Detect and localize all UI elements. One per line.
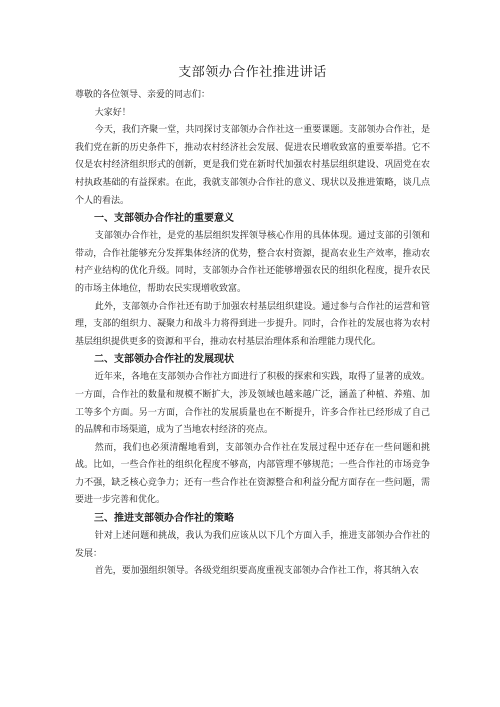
salutation: 尊敬的各位领导、亲爱的同志们：	[75, 90, 211, 100]
strategy-paragraph-1: 针对上述问题和挑战，我认为我们应该从以下几个方面入手，推进支部领办合作社的发展：	[75, 531, 430, 559]
section-heading-status: 二、支部领办合作社的发展现状	[94, 354, 234, 366]
greeting: 大家好！	[94, 107, 131, 118]
strategy-paragraph-2: 首先，要加强组织领导。各级党组织要高度重视支部领办合作社工作，将其纳入农	[94, 566, 419, 577]
section-heading-strategy: 三、推进支部领办合作社的策略	[94, 513, 234, 525]
significance-paragraph-2: 此外，支部领办合作社还有助于加强农村基层组织建设。通过参与合作社的运营和管理，支部的组织力、凝聚力和战斗力将得到进一步提升。同时，合作社的发展也将为农村基层组织提供更多的资源和平台，推动农村基层治理体系和治理能力现代化。	[75, 301, 430, 347]
status-paragraph-2: 然而，我们也必须清醒地看到，支部领办合作社在发展过程中还存在一些问题和挑战。比如，一些合作社的组织化程度不够高，内部管理不够规范；一些合作社的市场竞争力不强，缺乏核心竞争力；还有一些合作社在资源整合和利益分配方面存在一些问题，需要进一步完善和优化。	[75, 442, 430, 506]
section-heading-significance: 一、支部领办合作社的重要意义	[94, 213, 234, 225]
intro-paragraph: 今天，我们齐聚一堂，共同探讨支部领办合作社这一重要课题。支部领办合作社，是我们党在新的历史条件下，推动农村经济社会发展、促进农民增收致富的重要举措。它不仅是农村经济组织形式的创新，更是我们党在新时代加强农村基层组织建设、巩固党在农村执政基础的有益探索。在此，我就支部领办合作社的意义、现状以及推进策略，谈几点个人的看法。	[75, 125, 430, 206]
significance-paragraph-1: 支部领办合作社，是党的基层组织发挥领导核心作用的具体体现。通过支部的引领和带动，合作社能够充分发挥集体经济的优势，整合农村资源，提高农业生产效率，推动农村产业结构的优化升级。同时，支部领办合作社还能够增强农民的组织化程度，提升农民的市场主体地位，帮助农民实现增收致富。	[75, 231, 430, 294]
document-title: 支部领办合作社推进讲话	[178, 65, 327, 80]
status-paragraph-1: 近年来，各地在支部领办合作社方面进行了积极的探索和实践，取得了显著的成效。一方面，合作社的数量和规模不断扩大，涉及领域也越来越广泛，涵盖了种植、养殖、加工等多个方面。另一方面，合作社的发展质量也在不断提升，许多合作社已经形成了自己的品牌和市场渠道，成为了当地农村经济的亮点。	[75, 372, 430, 436]
